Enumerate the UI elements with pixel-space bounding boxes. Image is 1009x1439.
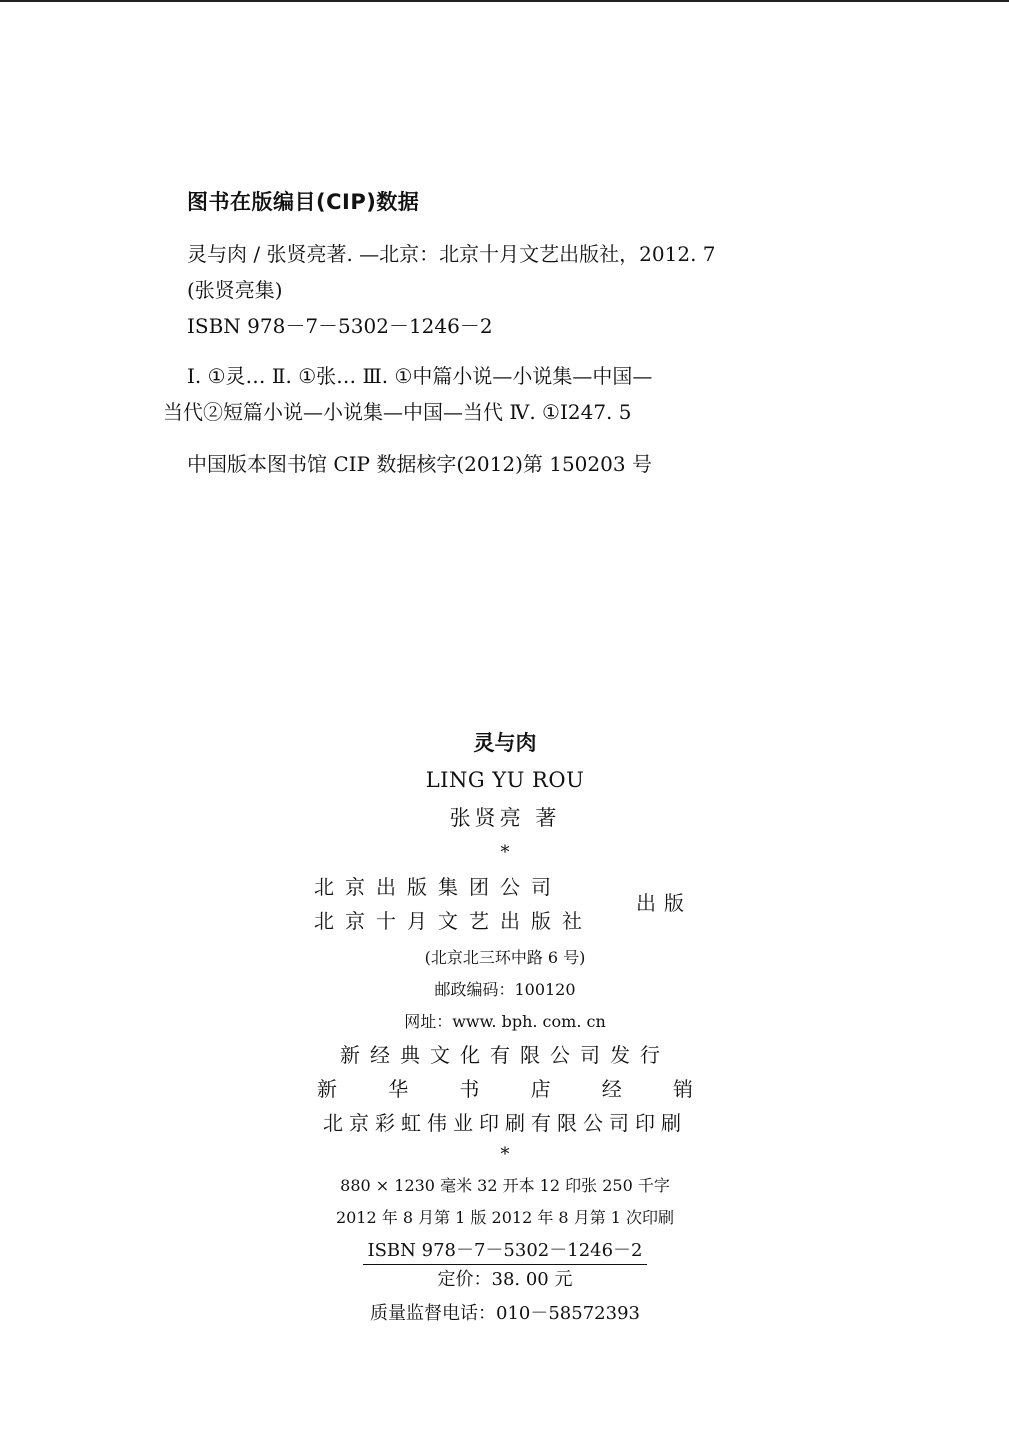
cip-classification-line-2: 当代②短篇小说—小说集—中国—当代 Ⅳ. ①I247. 5 bbox=[163, 400, 632, 424]
book-title: 灵与肉 bbox=[473, 731, 537, 755]
printer-line: 北京彩虹伟业印刷有限公司印刷 bbox=[323, 1111, 687, 1135]
book-title-pinyin: LING YU ROU bbox=[425, 768, 585, 792]
sellers-char: 新 bbox=[317, 1077, 337, 1101]
cip-series-line: (张贤亮集) bbox=[187, 278, 283, 302]
cip-data-block bbox=[163, 182, 883, 482]
publisher-1: 北京出版集团公司 bbox=[314, 875, 562, 899]
publish-verb: 出版 bbox=[636, 891, 692, 915]
sellers-char: 华 bbox=[388, 1077, 409, 1101]
sellers-line bbox=[317, 1072, 693, 1106]
postcode-line: 邮政编码：100120 bbox=[434, 980, 576, 999]
author-line: 张贤亮 著 bbox=[449, 806, 561, 830]
specs-line: 880 × 1230 毫米 32 开本 12 印张 250 千字 bbox=[340, 1176, 670, 1195]
cip-number-line: 中国版本图书馆 CIP 数据核字(2012)第 150203 号 bbox=[187, 452, 652, 476]
publishers-group bbox=[250, 870, 760, 942]
sellers-char: 经 bbox=[601, 1077, 622, 1101]
distributor-line: 新经典文化有限公司发行 bbox=[340, 1043, 670, 1067]
cip-title-line: 灵与肉 / 张贤亮著. —北京：北京十月文艺出版社，2012. 7 bbox=[187, 242, 716, 266]
sellers-char: 销 bbox=[672, 1077, 693, 1101]
publisher-2: 北京十月文艺出版社 bbox=[314, 909, 593, 933]
price-line: 定价：38. 00 元 bbox=[437, 1269, 573, 1290]
sellers-char: 店 bbox=[530, 1077, 551, 1101]
separator-star: * bbox=[500, 1144, 510, 1165]
edition-line: 2012 年 8 月第 1 版 2012 年 8 月第 1 次印刷 bbox=[335, 1208, 675, 1227]
cip-heading: 图书在版编目(CIP)数据 bbox=[187, 190, 420, 214]
cip-isbn-line: ISBN 978－7－5302－1246－2 bbox=[187, 314, 493, 338]
colophon-block bbox=[250, 724, 760, 1333]
sellers-char: 书 bbox=[459, 1077, 480, 1101]
publisher-address: (北京北三环中路 6 号) bbox=[424, 948, 586, 967]
separator-star: * bbox=[500, 842, 510, 863]
colophon-isbn: ISBN 978－7－5302－1246－2 bbox=[363, 1238, 646, 1265]
top-border-line bbox=[0, 0, 1009, 2]
website-line: 网址：www. bph. com. cn bbox=[404, 1012, 606, 1031]
cip-classification-line-1: Ⅰ. ①灵… Ⅱ. ①张… Ⅲ. ①中篇小说—小说集—中国— bbox=[187, 364, 653, 388]
quality-phone-line: 质量监督电话：010－58572393 bbox=[370, 1303, 640, 1324]
